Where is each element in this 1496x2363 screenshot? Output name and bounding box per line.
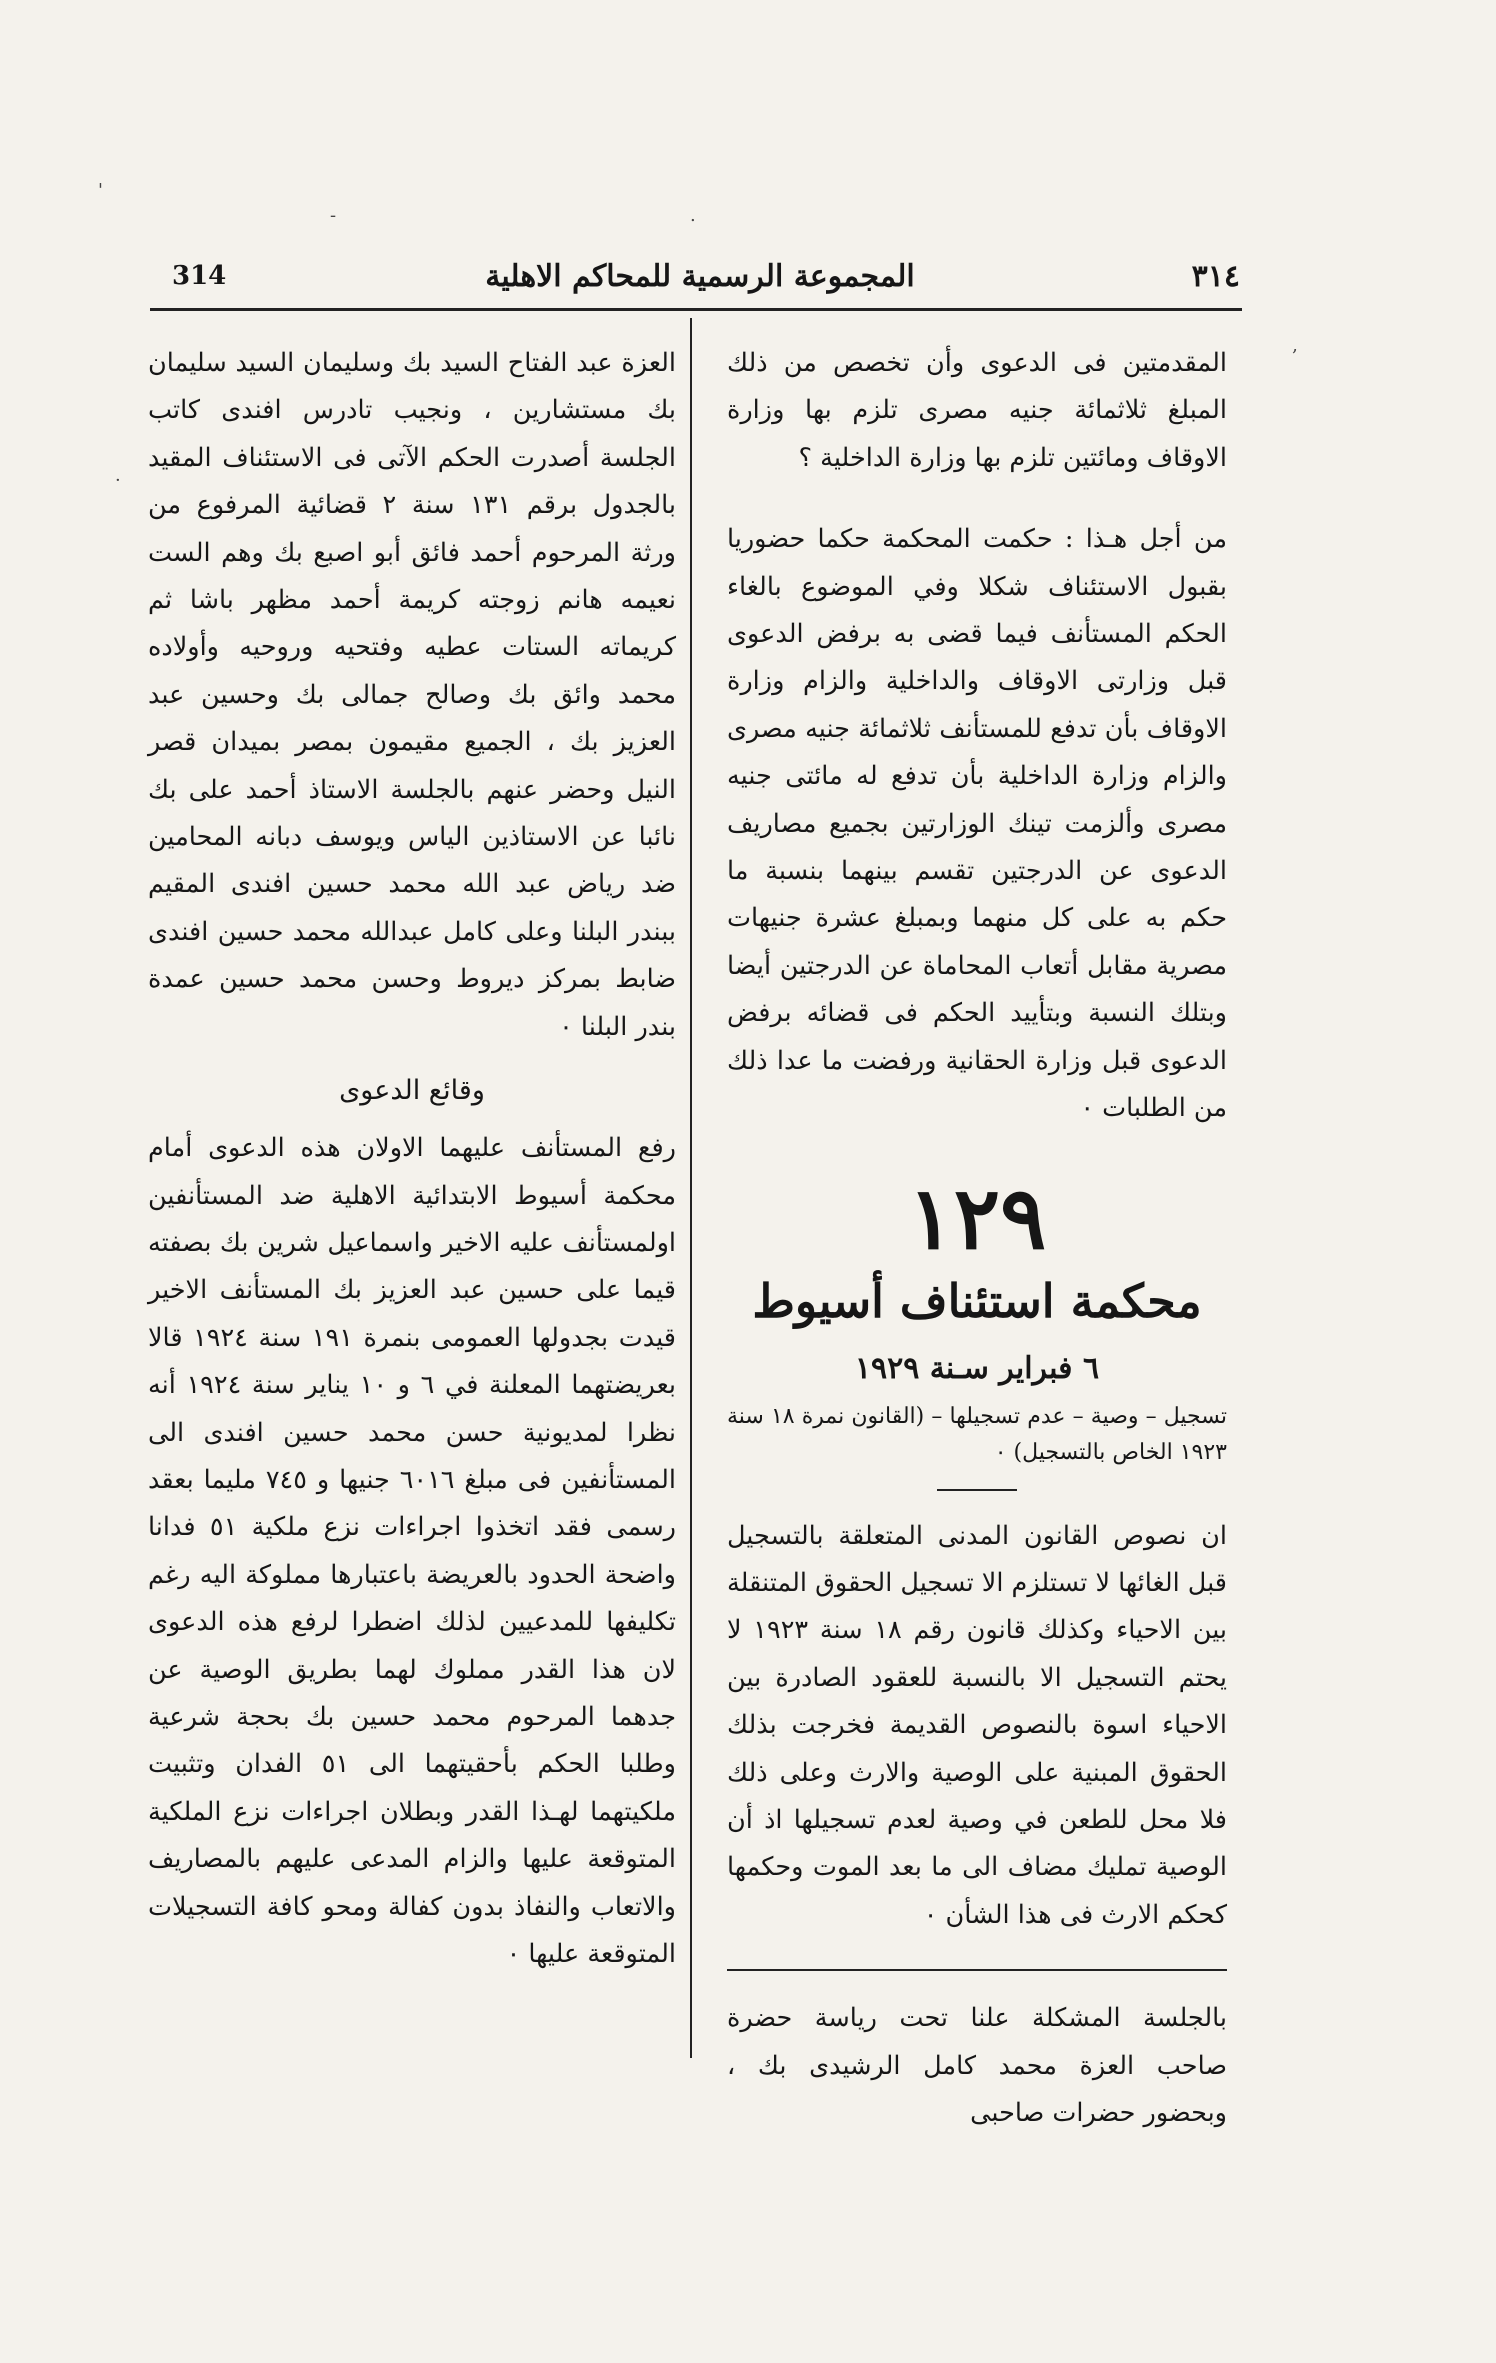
court-name: محكمة استئناف أسيوط — [752, 1273, 1202, 1328]
keywords: تسجيل – وصية – عدم تسجيلها – (القانون نمرة ١٨ سنة ١٩٢٣ الخاص بالتسجيل) ٠ — [727, 1403, 1227, 1465]
panel-paragraph: بالجلسة المشكلة علنا تحت رياسة حضرة صاحب العزة محمد كامل الرشيدى بك ، وبحضور حضرات صاحبى — [727, 2003, 1227, 2128]
ruling-paragraph: من أجل هـذا : حكمت المحكمة حكما حضوريا بقبول الاستئناف شكلا وفي الموضوع بالغاء الحكم المستأنف فيما قضى به برفض الدعوى قبل وزارتى الاوقاف والداخلية والزام وزارة الاوقاف بأن تدفع للمستأنف ثلاثمائة جنيه مصرى والزام وزارة الداخلية بأن تدفع له مائتى جنيه مصرى وألزمت تينك الوزارتين بجميع مصاريف الدعوى عن الدرجتين تقسم بينهما بنسبة ما حكم به على كل منهما وبمبلغ عشرة جنيهات مصرية مقابل أتعاب المحاماة عن الدرجتين أيضا وبتلك النسبة وبتأييد الحكم فى قضائه برفض الدعوى قبل وزارة الحقانية ورفضت ما عدا ذلك من الطلبات ٠ — [727, 524, 1227, 1124]
scan-mark: . — [690, 205, 696, 226]
left-column — [148, 340, 676, 1978]
continuation-paragraph: المقدمتين فى الدعوى وأن تخصص من ذلك المبلغ ثلاثمائة جنيه مصرى تلزم بها وزارة الاوقاف ومائتين تلزم بها وزارة الداخلية ؟ — [727, 348, 1227, 473]
running-title: المجموعة الرسمية للمحاكم الاهلية — [485, 259, 915, 294]
header-rule — [150, 308, 1242, 311]
scan-mark: ‚ — [1292, 335, 1298, 356]
scan-mark: - — [330, 205, 337, 226]
facts-paragraph: رفع المستأنف عليهما الاولان هذه الدعوى أمام محكمة أسيوط الابتدائية الاهلية ضد المستأنفين اولمستأنف عليه الاخير واسماعيل شرين بك بصفته قيما على حسين عبد العزيز بك المستأنف الاخير قيدت بجدولها العمومى بنمرة ١٩١ سنة ١٩٢٤ قالا بعريضتهما المعلنة في ٦ و ١٠ يناير سنة ١٩٢٤ أنه نظرا لمديونية حسن محمد حسين افندى الى المستأنفين فى مبلغ ٦٠١٦ جنيها و ٧٤٥ مليما بعقد رسمى فقد اتخذوا اجراءات نزع ملكية ٥١ فدانا واضحة الحدود بالعريضة باعتبارها مملوكة اليه رغم تكليفها للمدعيين لذلك اضطرا لرفع هذه الدعوى لان هذا القدر مملوك لهما بطريق الوصية عن جدهما المرحوم محمد حسين بك بحجة شرعية وطلبا الحكم بأحقيتهما الى ٥١ الفدان وتثبيت ملكيتهما لهـذا القدر وبطلان اجراءات نزع الملكية المتوقعة عليها والزام المدعى عليهم بالمصاريف والاتعاب والنفاذ بدون كفالة ومحو كافة التسجيلات المتوقعة عليها ٠ — [148, 1133, 677, 1969]
section-rule — [937, 1489, 1017, 1491]
page-number-arabic: ٣١٤ — [1191, 259, 1240, 294]
case-date: ٦ فبراير سـنة ١٩٢٩ — [854, 1350, 1100, 1386]
scan-mark: ' — [98, 180, 103, 201]
case-number: ١٢٩ — [907, 1167, 1047, 1269]
right-column — [727, 340, 1227, 2137]
scan-mark: · — [115, 470, 121, 491]
legal-principle: ان نصوص القانون المدنى المتعلقة بالتسجيل قبل الغائها لا تستلزم الا تسجيل الحقوق المتنقلة بين الاحياء وكذلك قانون رقم ١٨ سنة ١٩٢٣ لا يحتم التسجيل الا بالنسبة للعقود الصادرة بين الاحياء اسوة بالنصوص القديمة فخرجت بذلك الحقوق المبنية على الوصية والارث وعلى ذلك فلا محل للطعن في وصية لعدم تسجيلها اذ أن الوصية تمليك مضاف الى ما بعد الموت وحكمها كحكم الارث فى هذا الشأن ٠ — [727, 1520, 1228, 1930]
section-rule — [727, 1969, 1227, 1971]
page-header — [160, 255, 1240, 305]
parties-paragraph: العزة عبد الفتاح السيد بك وسليمان السيد سليمان بك مستشارين ، ونجيب تادرس افندى كاتب الجلسة أصدرت الحكم الآتى فى الاستئناف المقيد بالجدول برقم ١٣١ سنة ٢ قضائية المرفوع من ورثة المرحوم أحمد فائق أبو اصبع بك وهم الست نعيمه هانم زوجته كريمة أحمد مظهر باشا ثم كريماته الستات عطيه وفتحيه وروحيه وأولاده محمد وائق بك وصالح جمالى بك وحسين عبد العزيز بك ، الجميع مقيمون بمصر بميدان قصر النيل وحضر عنهم بالجلسة الاستاذ أحمد على بك نائبا عن الاستاذين الياس ويوسف دبانه المحامين ضد رياض عبد الله محمد حسين افندى المقيم ببندر البلنا وعلى كامل عبدالله محمد حسين افندى ضابط بمركز ديروط وحسن محمد حسين عمدة بندر البلنا ٠ — [148, 348, 676, 1042]
column-divider — [690, 318, 692, 2058]
page-number-latin: 314 — [172, 261, 227, 291]
section-heading: وقائع الدعوى — [339, 1075, 485, 1107]
